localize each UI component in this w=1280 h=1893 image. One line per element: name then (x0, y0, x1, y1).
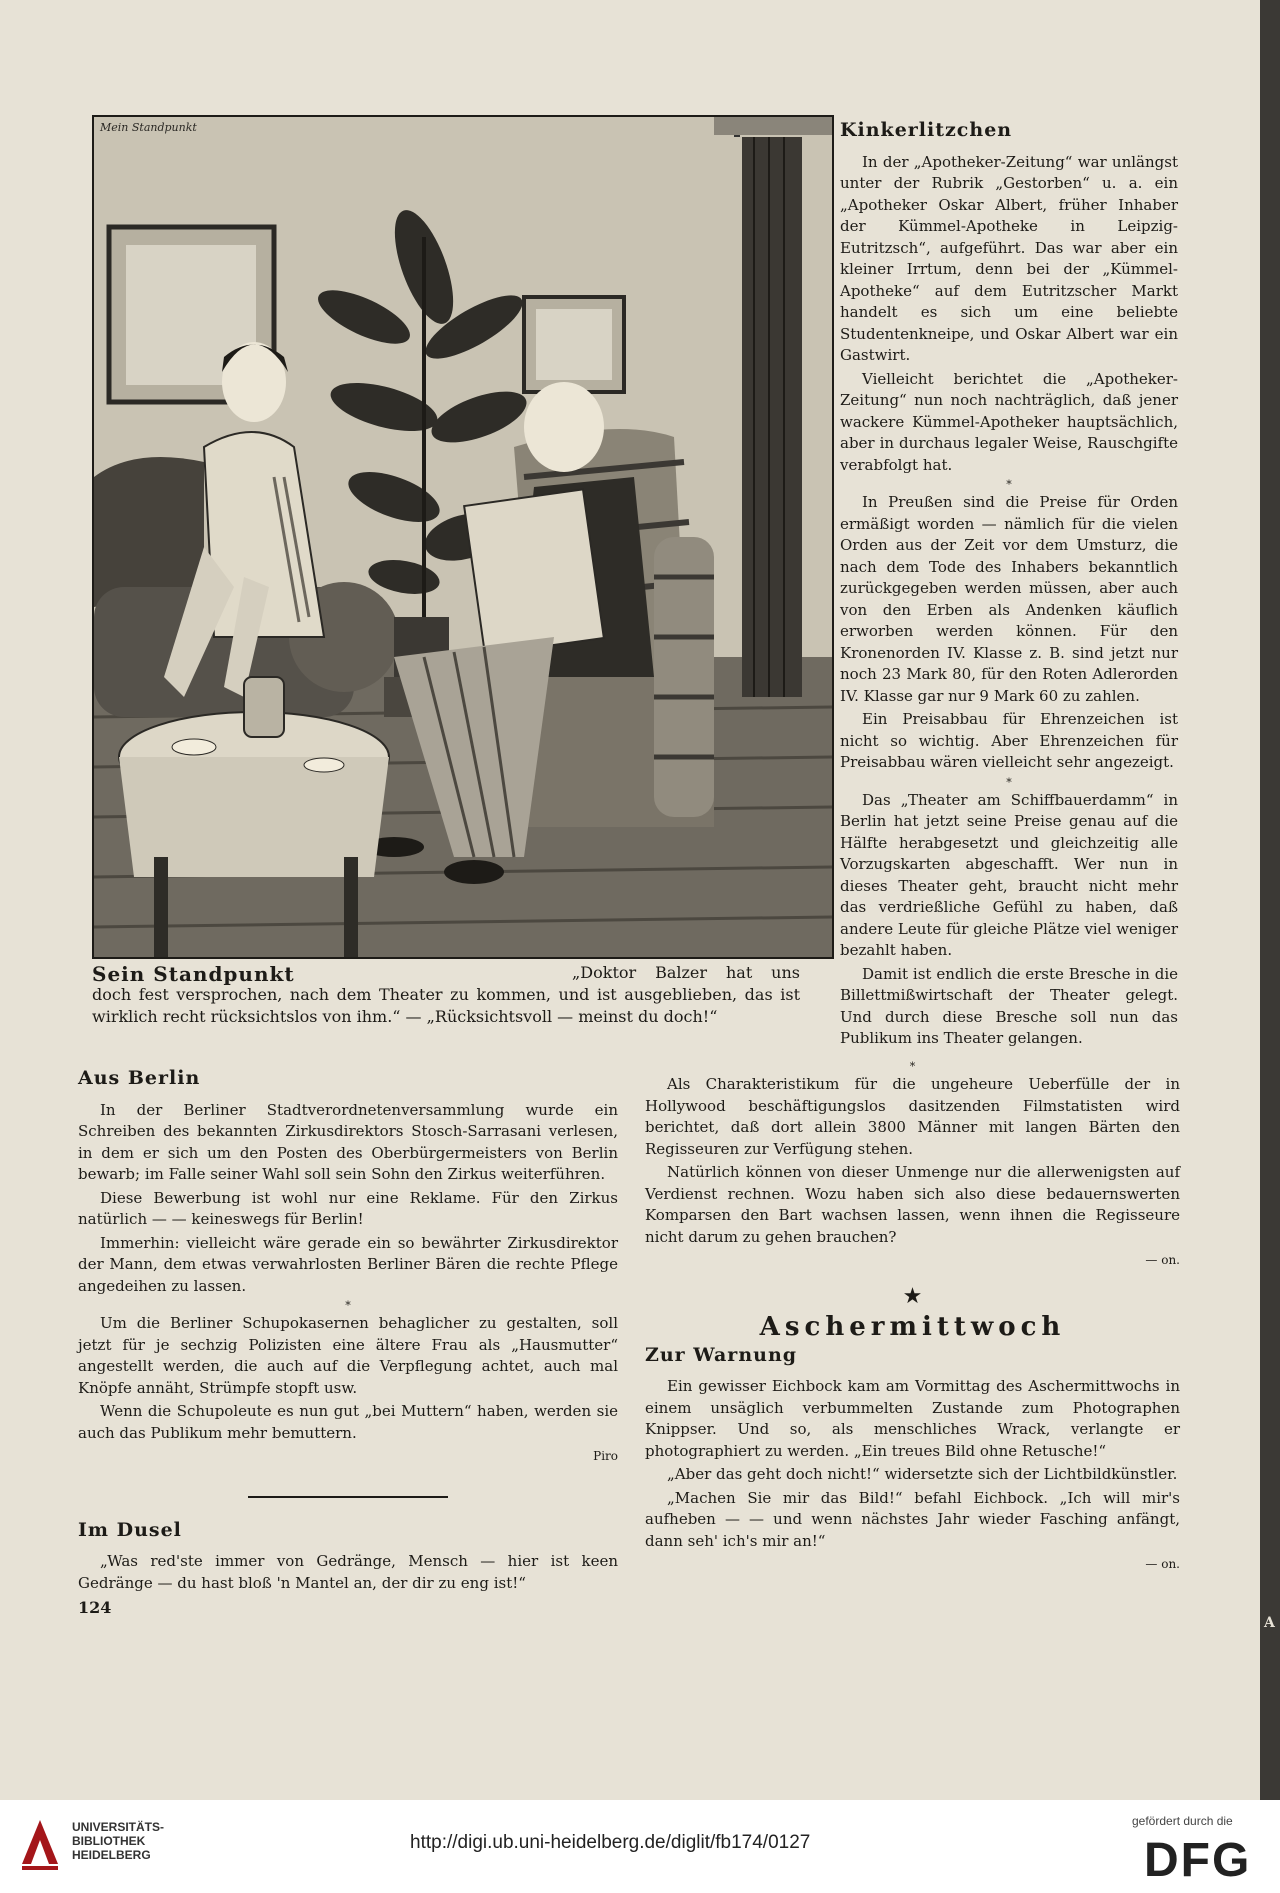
illustration-drawing (94, 117, 832, 957)
aus-berlin-p4: Um die Berliner Schupokasernen behaglicher zu gestalten, soll jetzt für je sechzig Polizisten eine ältere Frau als „Hausmutter“ angestellt werden, die auch auf die Verpflegung achtet, auch mal Knöpfe annäht, Strümpfe stopft usw. (78, 1314, 618, 1397)
university-library-name (72, 1820, 164, 1862)
kinkerlitzchen-p1: In der „Apotheker-Zeitung“ war unlängst unter der Rubrik „Gestorben“ u. a. ein „Apotheker Oskar Albert, früher Inhaber der Kümmel-Apotheke in Leipzig-Eutritzsch“, aufgeführt. Das war aber ein kleiner Irrtum, denn bei der „Kümmel-Apotheke“ auf dem Eutritzscher Markt handelt es sich um eine beliebte Studentenkneipe, und Oskar Albert war ein Gastwirt. (840, 152, 1178, 364)
caption-text: „Doktor Balzer hat uns doch fest versprochen, nach dem Theater zu kommen, und ist ausgeblieben, das ist wirklich recht rücksichtslos von ihm.“ — „Rücksichtsvoll — meinst du doch!“ (92, 963, 800, 1026)
aschermittwoch-title: Aschermittwoch (759, 1312, 1066, 1342)
kinkerlitzchen-p6: Damit ist endlich die erste Bresche in die Billettmißwirtschaft der Theater gelegt. Und durch diese Bresche soll nun das Publikum ins Theater gelangen. (840, 964, 1178, 1047)
aschermittwoch-signature: — on. (1145, 1557, 1180, 1571)
kinkerlitzchen-p2: Vielleicht berichtet die „Apotheker-Zeitung“ nun noch nachträglich, daß jener wackere Kümmel-Apotheker hauptsächlich, aber in durchaus legaler Weise, Rauschgifte verabfolgt hat. (840, 369, 1178, 474)
im-dusel-title: Im Dusel (78, 1518, 182, 1541)
aus-berlin-title: Aus Berlin (78, 1067, 201, 1089)
dfg-logo-text: DFG (1144, 1834, 1252, 1882)
kinkerlitzchen-p3: In Preußen sind die Preise für Orden ermäßigt worden — nämlich für die vielen Orden aus der Zeit vor dem Umsturz, die nach dem Tode des Inhabers bekanntlich zurückgegeben werden müssen, aber auch von den Erben als Andenken käuflich erworben werden können. Für den Kronenorden IV. Klasse z. B. sind jetzt nur noch 23 Mark 80, für den Roten Adlerorden IV. Klasse gar nur 9 Mark 60 zu zahlen. (840, 493, 1178, 705)
kinkerlitzchen-p7: Als Charakteristikum für die ungeheure Ueberfülle der in Hollywood beschäftigungslos dasitzenden Filmstatisten wird berichtet, daß dort allein 3800 Männer mit langen Bärten den Regisseuren zur Verfügung stehen. (645, 1075, 1180, 1158)
separator-star: * (1006, 775, 1012, 789)
im-dusel-text: „Was red'ste immer von Gedränge, Mensch — hier ist keen Gedränge — du hast bloß 'n Mantel an, der dir zu eng ist!“ (78, 1552, 618, 1592)
lower-right-column (645, 1060, 1180, 1578)
illustration (92, 115, 834, 959)
uni-line-1: UNIVERSITÄTS- (72, 1820, 165, 1834)
aus-berlin-p5: Wenn die Schupoleute es nun gut „bei Muttern“ haben, werden sie auch das Publikum mehr bemuttern. (78, 1402, 618, 1442)
aschermittwoch-p1: Ein gewisser Eichbock kam am Vormittag des Aschermittwochs in einem unsäglich verbummelten Zustande zum Photographen Knippser. Und so, als menschliches Wrack, verlangte er photographiert zu werden. „Ein treues Bild ohne Retusche!“ (645, 1377, 1180, 1460)
section-star: ★ (902, 1283, 923, 1309)
dfg-funding-note: gefördert durch die (1132, 1814, 1233, 1828)
caption-title: Sein Standpunkt (92, 962, 295, 986)
uni-line-3: HEIDELBERG (72, 1848, 151, 1862)
section-divider (248, 1496, 448, 1498)
aus-berlin-p1: In der Berliner Stadtverordnetenversammlung wurde ein Schreiben des bekannten Zirkusdirektors Stosch-Sarrasani verlesen, in dem er sich um den Posten des Oberbürgermeisters von Berlin bewarb; im Falle seiner Wahl soll sein Sohn den Zirkus weiterführen. (78, 1100, 618, 1183)
separator-star: * (345, 1299, 351, 1312)
viewer-footer (0, 1800, 1280, 1893)
permalink-url[interactable]: http://digi.ub.uni-heidelberg.de/diglit/fb174/0127 (410, 1832, 811, 1853)
kinkerlitzchen-signature: — on. (1145, 1253, 1180, 1267)
kinkerlitzchen-p4: Ein Preisabbau für Ehrenzeichen ist nicht so wichtig. Aber Ehrenzeichen für Preisabbau wären vielleicht sehr angezeigt. (840, 710, 1178, 771)
lower-left-column (78, 1068, 618, 1596)
page-edge (1260, 0, 1280, 1800)
aschermittwoch-p2: „Aber das geht doch nicht!“ widersetzte sich der Lichtbildkünstler. (667, 1465, 1178, 1483)
uni-line-2: BIBLIOTHEK (72, 1834, 146, 1848)
aschermittwoch-subtitle: Zur Warnung (645, 1343, 798, 1366)
right-column-kinkerlitzchen (840, 120, 1178, 1052)
aus-berlin-signature: Piro (593, 1449, 618, 1463)
separator-star: * (909, 1060, 916, 1073)
separator-star: * (1006, 478, 1012, 491)
dfg-logo-icon[interactable] (1140, 1830, 1268, 1882)
page-number: 124 (78, 1598, 112, 1617)
university-library-logo-icon[interactable] (18, 1814, 62, 1872)
illustration-signature: Mein Standpunkt (100, 121, 197, 134)
aus-berlin-p3: Immerhin: vielleicht wäre gerade ein so bewährter Zirkusdirektor der Mann, dem etwas verwahrlosten Berliner Bären die rechte Pflege angedeihen zu lassen. (78, 1233, 618, 1295)
kinkerlitzchen-p5: Das „Theater am Schiffbauerdamm“ in Berlin hat jetzt seine Preise genau auf die Hälfte herabgesetzt und gleichzeitig alle Vorzugskarten abgeschafft. Wer nun in dieses Theater geht, braucht nicht mehr das verdrießliche Gefühl zu haben, daß andere Leute für gleiche Plätze viel weniger bezahlt haben. (840, 790, 1178, 959)
aus-berlin-p2: Diese Bewerbung ist wohl nur eine Reklame. Für den Zirkus natürlich — — keineswegs für Berlin! (78, 1188, 618, 1228)
kinkerlitzchen-title: Kinkerlitzchen (840, 119, 1013, 141)
adjacent-page-letter: A (1264, 1615, 1275, 1631)
kinkerlitzchen-p8: Natürlich können von dieser Unmenge nur die allerwenigsten auf Verdienst rechnen. Wozu haben sich also diese bedauernswerten Komparsen den Bart wachsen lassen, wenn ihnen die Regisseure nicht darum zu gehen brauchen? (645, 1163, 1180, 1246)
aschermittwoch-p3: „Machen Sie mir das Bild!“ befahl Eichbock. „Ich will mir's aufheben — — und wenn nächstes Jahr wieder Fasching anfängt, dann seh' ich's mir an!“ (645, 1488, 1180, 1550)
